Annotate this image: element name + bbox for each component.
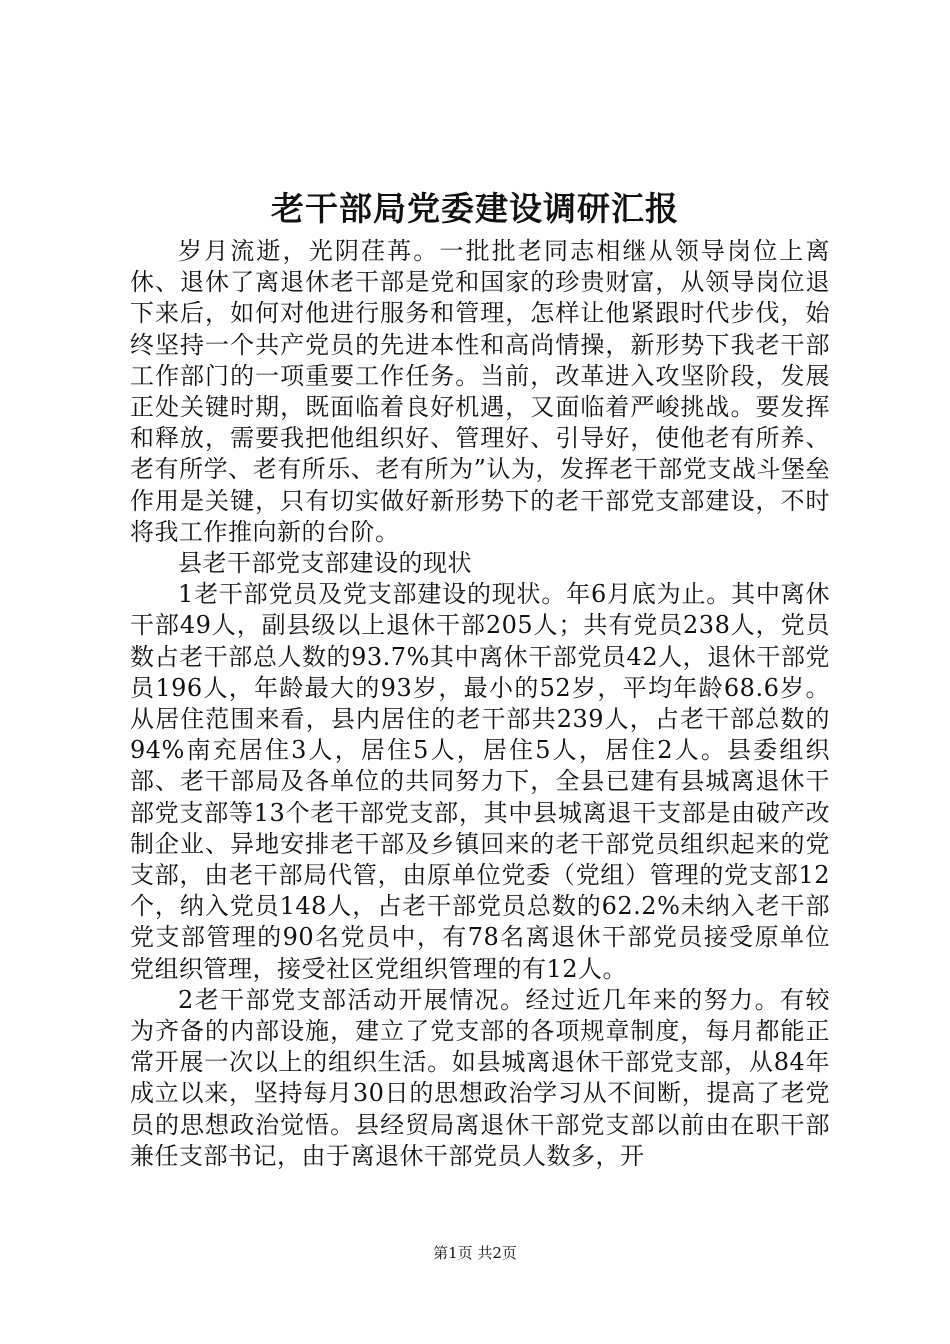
paragraph: 2老干部党支部活动开展情况。经过近几年来的努力。有较为齐备的内部设施，建立了党支部的各项规章制度，每月都能正常开展一次以上的组织生活。如县城离退休干部党支部，从84年成立以来，坚持每月30日的思想政治学习从不间断，提高了老党员的思想政治觉悟。县经贸局离退休干部党支部以前由在职干部兼任支部书记，由于离退休干部党员人数多，开 [130, 985, 830, 1170]
paragraph: 1老干部党员及党支部建设的现状。年6月底为止。其中离休干部49人，副县级以上退休干部205人；共有党员238人，党员数占老干部总人数的93.7%其中离休干部党员42人，退休干部党员196人，年龄最大的93岁，最小的52岁，平均年龄68.6岁。从居住范围来看，县内居住的老干部共239人，占老干部总数的94%南充居住3人，居住5人，居住5人，居住2人。县委组织部、老干部局及各单位的共同努力下，全县已建有县城离退休干部党支部等13个老干部党支部，其中县城离退干支部是由破产改制企业、异地安排老干部及乡镇回来的老干部党员组织起来的党支部，由老干部局代管，由原单位党委（党组）管理的党支部12个，纳入党员148人，占老干部党员总数的62.2%未纳入老干部党支部管理的90名党员中，有78名离退休干部党员接受原单位党组织管理，接受社区党组织管理的有12人。 [130, 580, 830, 983]
document-body [130, 236, 830, 1172]
page-number-footer: 第1页 共2页 [433, 1244, 517, 1262]
document-title: 老干部局党委建设调研汇报 [271, 189, 679, 228]
paragraph: 岁月流逝，光阴荏苒。一批批老同志相继从领导岗位上离休、退休了离退休老干部是党和国家的珍贵财富，从领导岗位退下来后，如何对他进行服务和管理，怎样让他紧跟时代步伐，始终坚持一个共产党员的先进本性和高尚情操，新形势下我老干部工作部门的一项重要工作任务。当前，改革进入攻坚阶段，发展正处关键时期，既面临着良好机遇，又面临着严峻挑战。要发挥和释放，需要我把他组织好、管理好、引导好，使他老有所养、老有所学、老有所乐、老有所为”认为，发挥老干部党支战斗堡垒作用是关键，只有切实做好新形势下的老干部党支部建设，不时将我工作推向新的台阶。 [130, 237, 830, 546]
section-heading: 县老干部党支部建设的现状 [178, 549, 472, 578]
